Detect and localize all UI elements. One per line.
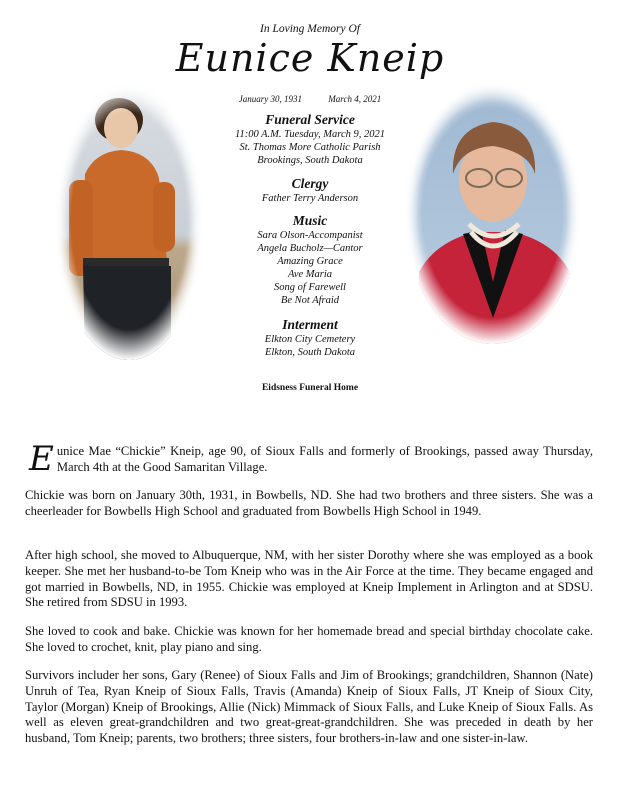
young-portrait-figure [55,82,203,360]
service-time: 11:00 A.M. Tuesday, March 9, 2021 [234,129,385,140]
in-loving-memory-label: In Loving Memory Of [260,23,360,35]
deceased-name: Eunice Kneip [175,36,445,80]
obituary-paragraph-5: Survivors includer her sons, Gary (Renee) of Sioux Falls and Jim of Brookings; grandchildren, Shannon (Nate) Unruh of Tea, Ryan Kneip of Sioux Falls, Travis (Amanda) Kneip of Sioux Falls, JT Kneip of Sioux City, Taylor (Morgan) Kneip of Brookings, Allie (Nick) Mimmack of Sioux Falls, and Luke Kneip of Sioux Falls. As well as eleven great-grandchildren and two great-great-grandchildren. She was preceded in death by her husband, Tom Kneip; parents, two brothers; three sisters, four brothers-in-law and one sister-in-law. [25,668,593,746]
clergy-name: Father Terry Anderson [261,193,359,204]
music-song: Song of Farewell [274,282,346,293]
cemetery-city: Elkton, South Dakota [264,347,356,358]
drop-cap-letter: E [29,439,54,479]
clergy-heading: Clergy [291,176,329,191]
obituary-paragraph-1 [25,439,593,479]
music-song: Amazing Grace [277,256,343,267]
elderly-portrait-photo [405,82,580,344]
music-cantor: Angela Bucholz—Cantor [257,243,363,254]
birth-date: January 30, 1931 [238,94,303,104]
service-city: Brookings, South Dakota [257,155,363,166]
music-heading: Music [292,213,328,228]
service-parish: St. Thomas More Catholic Parish [239,142,381,153]
funeral-service-heading: Funeral Service [265,112,355,127]
obituary-paragraph-2: Chickie was born on January 30th, 1931, in Bowbells, ND. She had two brothers and three sisters. She was a cheerleader for Bowbells High School and graduated from Bowbells High School in 1949. [25,488,593,518]
interment-heading: Interment [282,317,338,332]
music-song: Ave Maria [287,269,333,280]
clergy-section [190,176,430,205]
obituary-paragraph-1-text: unice Mae “Chickie” Kneip, age 90, of Sioux Falls and formerly of Brookings, passed away Thursday, March 4th at the Good Samaritan Village. [56,444,593,474]
music-section [190,213,430,307]
death-date: March 4, 2021 [328,94,382,104]
music-song: Be Not Afraid [280,295,340,306]
interment-section [190,317,430,359]
music-accompanist: Sara Olson-Accompanist [257,230,363,241]
obituary-paragraph-4: She loved to cook and bake. Chickie was known for her homemade bread and special birthday chocolate cake. She loved to crochet, knit, play piano and sing. [25,624,593,654]
obituary-paragraph-3: After high school, she moved to Albuquerque, NM, with her sister Dorothy where she was employed as a book keeper. She met her husband-to-be Tom Kneip who was in the Air Force at the time. They became engaged and got married in Bowbells, ND, in 1955. Chickie was employed at Kneip Implement in Arlington and at SDSU. She retired from SDSU in 1993. [25,548,593,610]
young-portrait-photo [55,82,203,360]
funeral-home-name: Eidsness Funeral Home [261,383,359,393]
cemetery-name: Elkton City Cemetery [264,334,356,345]
elderly-portrait-figure [405,82,580,344]
funeral-service-section [190,112,430,167]
